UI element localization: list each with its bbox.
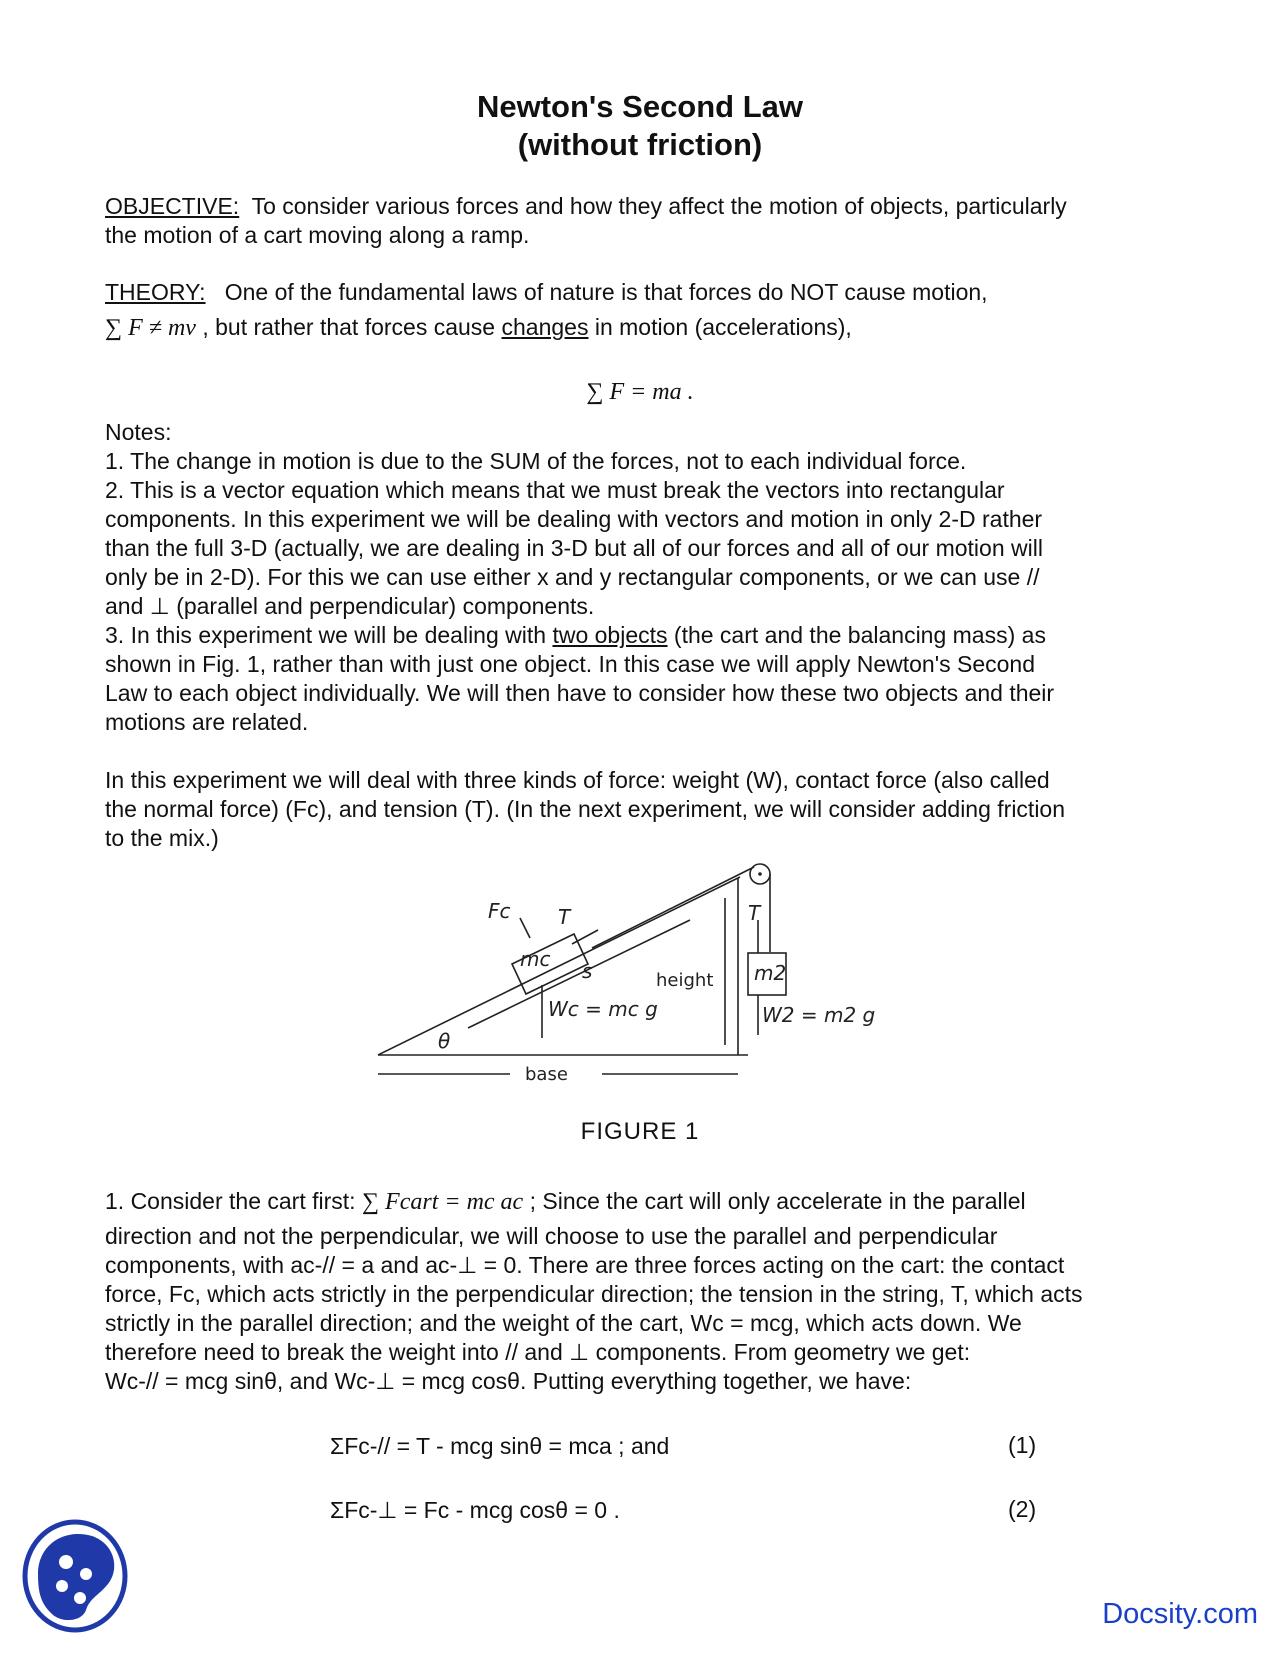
note3-line-1 [105, 621, 1046, 650]
note3-line: shown in Fig. 1, rather than with just one object. In this case we will apply Newton's Second [105, 651, 1035, 677]
part1-line: Wc-// = mcg sinθ, and Wc-⊥ = mcg cosθ. Putting everything together, we have: [105, 1368, 912, 1394]
note3-line: motions are related. [105, 709, 309, 735]
notes-line: 1. The change in motion is due to the SUM of the forces, not to each individual force. [105, 448, 967, 474]
mc-label: mc [520, 947, 551, 971]
forces-line: to the mix.) [105, 825, 219, 851]
objective-label: OBJECTIVE: [105, 193, 240, 219]
theory-changes: changes [501, 314, 589, 340]
part1-line: therefore need to break the weight into // and ⊥ components. From geometry we get: [105, 1339, 971, 1365]
equation-1: ΣFc-// = T - mcg sinθ = mca ; and [330, 1433, 670, 1459]
theta-label: θ [438, 1029, 451, 1053]
part1-line: components, with ac-// = a and ac-⊥ = 0. There are three forces acting on the cart: the contact [105, 1252, 1065, 1278]
figure-caption: FIGURE 1 [580, 1118, 700, 1145]
s-label: s [582, 959, 593, 983]
part1-formula: ∑ Fcart = mc ac [361, 1189, 524, 1215]
notes-line: only be in 2-D). For this we can use either x and y rectangular components, or we can use // [105, 564, 1040, 590]
note3-line: Law to each object individually. We will then have to consider how these two objects and their [105, 680, 1055, 706]
part1-lead-tail: ; Since the cart will only accelerate in the parallel [529, 1188, 1026, 1214]
theory-text-2a: , but rather that forces cause [202, 314, 496, 340]
w2-label: W2 = m2 g [762, 1003, 876, 1027]
forces-line: the normal force) (Fc), and tension (T). (In the next experiment, we will consider adding friction [105, 796, 1066, 822]
theory-center-formula: ∑ F = ma . [586, 379, 694, 405]
notes-line: than the full 3-D (actually, we are dealing in 3-D but all of our forces and all of our motion will [105, 535, 1043, 561]
note3-text-b: (the cart and the balancing mass) as [673, 622, 1046, 648]
page-title: Newton's Second Law [476, 89, 804, 124]
note3-two-objects: two objects [552, 622, 668, 648]
t2-label: T [748, 901, 761, 925]
part1-lead: 1. Consider the cart first: [105, 1188, 356, 1214]
note3-text-a: 3. In this experiment we will be dealing with [105, 622, 547, 648]
wc-label: Wc = mc g [548, 997, 658, 1021]
ramp-line [378, 877, 740, 1055]
theory-label: THEORY: [105, 279, 206, 305]
notes-line: components. In this experiment we will be dealing with vectors and motion in only 2-D rather [105, 506, 1043, 532]
m2-label: m2 [754, 961, 787, 985]
theory-line-2 [105, 313, 852, 343]
objective-line-2: the motion of a cart moving along a ramp. [105, 222, 530, 248]
string-line [592, 867, 754, 948]
height-label: height [656, 970, 714, 991]
docsity-brand[interactable]: Docsity.com [1102, 1598, 1258, 1630]
base-label: base [525, 1064, 568, 1085]
t-label: T [558, 905, 571, 929]
equation-1-number: (1) [1008, 1432, 1037, 1458]
objective-line-1 [105, 192, 1067, 221]
theory-text-1: One of the fundamental laws of nature is that forces do NOT cause motion, [224, 279, 988, 305]
part1-line: strictly in the parallel direction; and the weight of the cart, Wc = mcg, which acts down. We [105, 1310, 1022, 1336]
notes-heading: Notes: [105, 419, 172, 445]
docsity-logo-icon [20, 1514, 130, 1634]
part1-line: force, Fc, which acts strictly in the perpendicular direction; the tension in the string, T, which acts [105, 1281, 1083, 1307]
part1-lead-line [105, 1187, 1026, 1217]
theory-neq-formula: ∑ F ≠ mv [105, 315, 196, 341]
theory-text-2b: in motion (accelerations), [594, 314, 852, 340]
fc-label: Fc [488, 899, 511, 923]
fc-arrow [520, 918, 530, 938]
page-subtitle: (without friction) [517, 127, 763, 162]
notes-line: and ⊥ (parallel and perpendicular) components. [105, 593, 595, 619]
forces-line: In this experiment we will deal with three kinds of force: weight (W), contact force (also called [105, 767, 1050, 793]
objective-text-1: To consider various forces and how they affect the motion of objects, particularly [251, 193, 1067, 219]
figure-ramp-diagram [370, 860, 910, 1100]
part1-line: direction and not the perpendicular, we will choose to use the parallel and perpendicular [105, 1223, 998, 1249]
equation-2-number: (2) [1008, 1496, 1037, 1522]
notes-line: 2. This is a vector equation which means that we must break the vectors into rectangular [105, 477, 1005, 503]
equation-2: ΣFc-⊥ = Fc - mcg cosθ = 0 . [330, 1497, 620, 1523]
theory-line-1 [105, 278, 988, 307]
